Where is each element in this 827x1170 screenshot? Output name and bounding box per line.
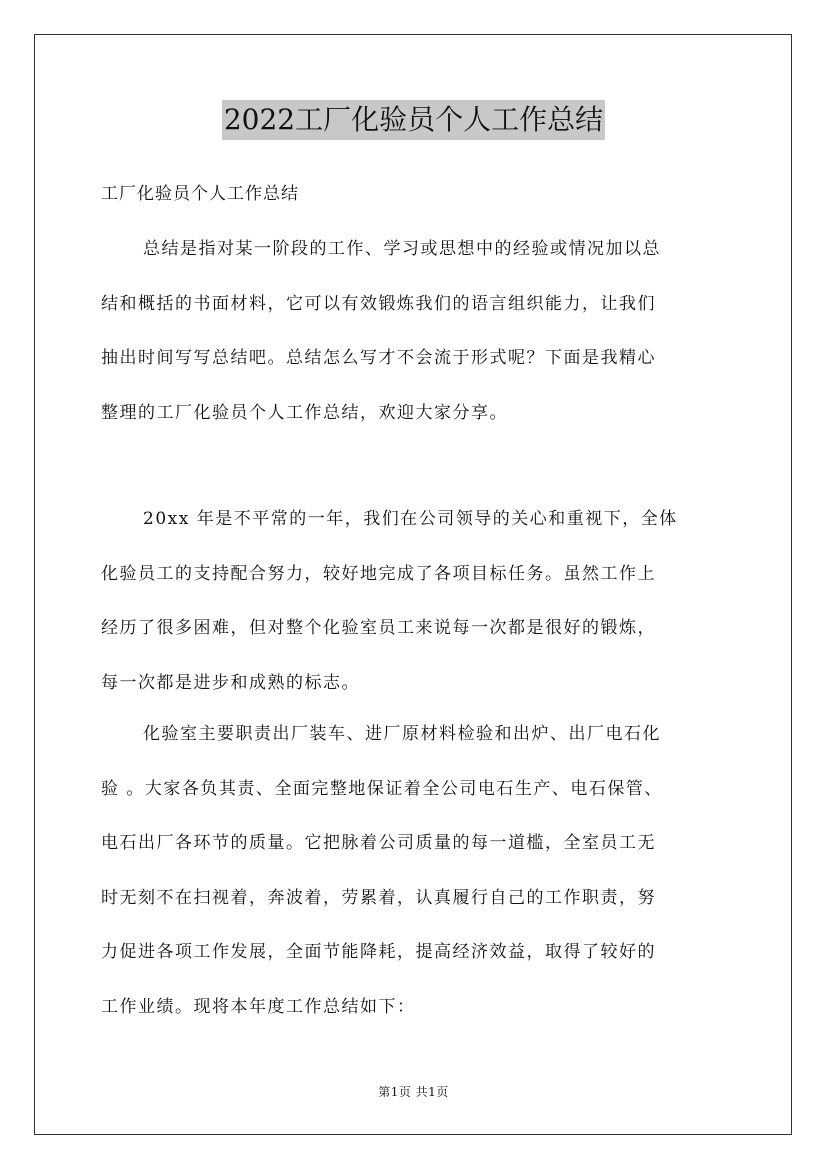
paragraph-line: 力促进各项工作发展，全面节能降耗，提高经济效益，取得了较好的 (101, 942, 656, 962)
page-footer: 第1页 共1页 (378, 1085, 449, 1099)
paragraph-line: 整理的工厂化验员个人工作总结，欢迎大家分享。 (101, 402, 508, 423)
paragraph-line: 经历了很多困难，但对整个化验室员工来说每一次都是很好的锻炼， (101, 618, 656, 638)
paragraph-line: 电石出厂各环节的质量。它把脉着公司质量的每一道槛，全室员工无 (101, 833, 656, 853)
paragraph-year-summary (101, 492, 741, 710)
paragraph-line: 化验室主要职责出厂装车、进厂原材料检验和出炉、出厂电石化 (143, 724, 661, 744)
paragraph-line: 结和概括的书面材料，它可以有效锻炼我们的语言组织能力，让我们 (101, 293, 656, 314)
document-title: 2022工厂化验员个人工作总结 (222, 100, 605, 140)
paragraph-lab-duties (101, 707, 741, 1034)
paragraph-line: 工作业绩。现将本年度工作总结如下： (101, 996, 416, 1017)
paragraph-line: 20xx 年是不平常的一年，我们在公司领导的关心和重视下，全体 (143, 509, 678, 529)
paragraph-line: 总结是指对某一阶段的工作、学习或思想中的经验或情况加以总 (143, 239, 661, 259)
paragraph-line: 验 。大家各负其责、全面完整地保证着全公司电石生产、电石保管、 (101, 778, 663, 799)
paragraph-line: 抽出时间写写总结吧。总结怎么写才不会流于形式呢？下面是我精心 (101, 348, 656, 368)
paragraph-line: 化验员工的支持配合努力，较好地完成了各项目标任务。虽然工作上 (101, 563, 656, 584)
paragraph-line: 时无刻不在扫视着，奔波着，劳累着，认真履行自己的工作职责，努 (101, 887, 656, 908)
title-container (0, 100, 827, 140)
paragraph-line: 每一次都是进步和成熟的标志。 (101, 672, 360, 693)
paragraph-intro (101, 222, 741, 440)
document-subtitle: 工厂化验员个人工作总结 (101, 184, 299, 204)
